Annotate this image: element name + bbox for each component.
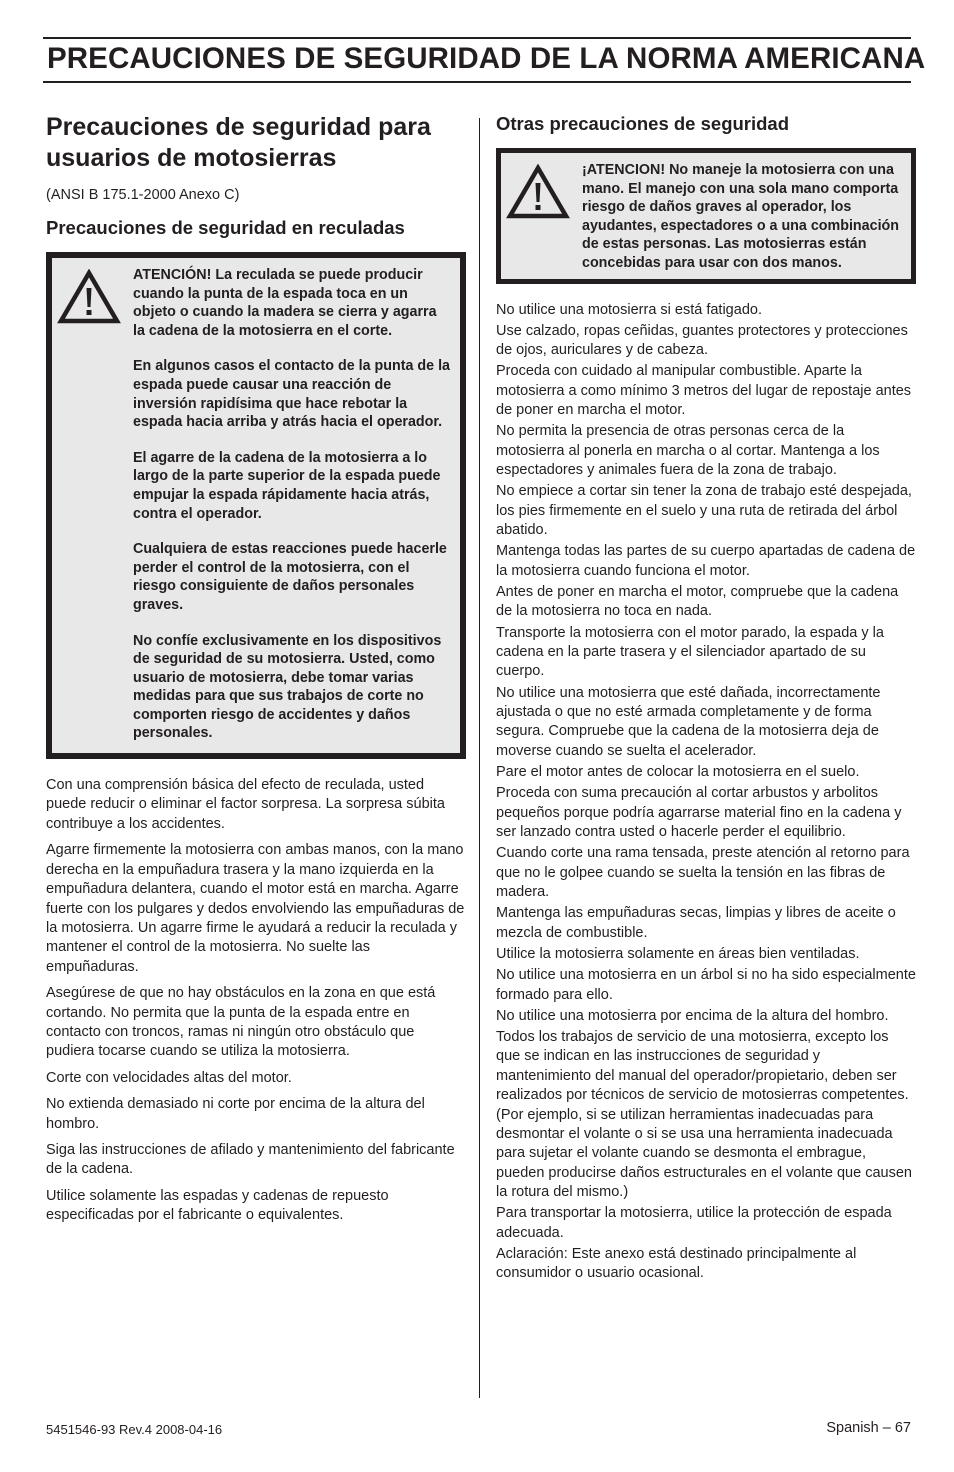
body-paragraph: Para transportar la motosierra, utilice la protección de espada adecuada. [496,1205,892,1241]
body-paragraph: Siga las instrucciones de afilado y mantenimiento del fabricante de la cadena. [46,1141,455,1178]
body-paragraph: Use calzado, ropas ceñidas, guantes protectores y protecciones de ojos, auriculares y de cabeza. [496,322,908,359]
left-body [46,776,466,1226]
standard-reference: (ANSI B 175.1-2000 Anexo C) [46,187,240,203]
header-rule [43,81,911,83]
warning-paragraph: ¡ATENCION! No maneje la motosierra con una mano. El manejo con una sola mano comporta riesgo de daños graves al operador, los ayudantes, espectadores o a una combinación de estas personas. Las motosierras están concebidas para usar con dos manos. [582,162,900,271]
one-hand-warning-box [496,148,916,284]
right-column [496,110,916,1286]
body-paragraph: Corte con velocidades altas del motor. [46,1069,292,1086]
page-number: Spanish – 67 [826,1420,911,1436]
warning-paragraph: Cualquiera de estas reacciones puede hacerle perder el control de la motosierra, con el riesgo consiguiente de daños personales graves. [133,541,447,613]
body-paragraph: Pare el motor antes de colocar la motosierra en el suelo. [496,764,860,781]
other-precautions-title: Otras precauciones de seguridad [496,113,790,134]
body-paragraph: Aclaración: Este anexo está destinado principalmente al consumidor o usuario ocasional. [496,1246,857,1282]
section-title: Precauciones de seguridad para usuarios de motosierras [46,113,431,172]
warning-paragraph: En algunos casos el contacto de la punta de la espada puede causar una reacción de inversión rapidísima que hace rebotar la espada hacia arriba y atrás hacia el operador. [133,358,450,431]
body-paragraph: No empiece a cortar sin tener la zona de trabajo esté despejada, los pies firmemente en el suelo y una ruta de retirada del árbol abatido. [496,483,912,539]
body-paragraph: Utilice la motosierra solamente en áreas bien ventiladas. [496,945,860,962]
body-paragraph: No utilice una motosierra en un árbol si no ha sido especialmente formado para ello. [496,967,916,1003]
page-title: PRECAUCIONES DE SEGURIDAD DE LA NORMA AMERICANA [47,42,926,75]
warning-triangle-icon [506,161,582,273]
body-paragraph: Cuando corte una rama tensada, preste atención al retorno para que no le golpee cuando se suelta la tensión en las fibras de madera. [496,845,910,901]
document-id: 5451546-93 Rev.4 2008-04-16 [46,1422,223,1437]
right-body [496,301,916,1284]
warning-paragraph: El agarre de la cadena de la motosierra a lo largo de la parte superior de la espada puede empujar la espada rápidamente hacia atrás, contra el operador. [133,449,441,522]
column-divider [479,118,480,1398]
warning-paragraph: ATENCIÓN! La reculada se puede producir cuando la punta de la espada toca en un objeto o cuando la madera se cierra y agarra la cadena de la motosierra en el corte. [133,267,437,339]
body-paragraph: Antes de poner en marcha el motor, compruebe que la cadena de la motosierra no toca en nada. [496,584,899,620]
kickback-subtitle: Precauciones de seguridad en reculadas [46,217,405,238]
warning-triangle-icon [57,266,133,743]
body-paragraph: Proceda con suma precaución al cortar arbustos y arbolitos pequeños porque podría agarrarse material fino en la cadena y ser lanzado contra usted o hacerle perder el equilibrio. [496,785,902,841]
body-paragraph: No utilice una motosierra si está fatigado. [496,301,762,318]
top-rule [43,37,911,39]
body-paragraph: No utilice una motosierra por encima de la altura del hombro. [496,1007,889,1024]
body-paragraph: No permita la presencia de otras personas cerca de la motosierra al ponerla en marcha o al cortar. Mantenga a los espectadores y animales fuera de la zona de trabajo. [496,423,880,479]
body-paragraph: No extienda demasiado ni corte por encima de la altura del hombro. [46,1096,425,1132]
body-paragraph: Utilice solamente las espadas y cadenas de repuesto especificadas por el fabricante o equivalentes. [46,1187,389,1224]
body-paragraph: Mantenga las empuñaduras secas, limpias y libres de aceite o mezcla de combustible. [496,905,896,941]
body-paragraph: Con una comprensión básica del efecto de reculada, usted puede reducir o eliminar el factor sorpresa. La sorpresa súbita contribuye a los accidentes. [46,777,445,832]
body-paragraph: Transporte la motosierra con el motor parado, la espada y la cadena en la parte trasera y el silenciador apartado de su cuerpo. [496,624,884,680]
left-column [46,110,466,1233]
body-paragraph: Agarre firmemente la motosierra con ambas manos, con la mano derecha en la empuñadura trasera y la mano izquierda en la empuñadura delantera, cuando el motor está en marcha. Agarre fuerte con los pulgares y dedos envolviendo las empuñaduras de la motosierra. Un agarre firme le ayudará a reducir la reculada y mantener el control de la motosierra. No suelte las empuñaduras. [46,842,465,975]
body-paragraph: Proceda con cuidado al manipular combustible. Aparte la motosierra a como mínimo 3 metros del lugar de repostaje antes de poner en marcha el motor. [496,363,912,419]
body-paragraph: Todos los trabajos de servicio de una motosierra, excepto los que se indican en las instrucciones de seguridad y mantenimiento del manual del operador/propietario, deben ser realizados por técnicos de servicio de motosierras competentes. (Por ejemplo, si se utilizan herramientas inadecuadas para desmontar el volante o si se usa una herramienta inadecuada para sujetar el volante cuando se desmonta el embrague, pueden producirse daños estructurales en el volante que causen la rotura del mismo.) [496,1028,912,1201]
warning-paragraph: No confíe exclusivamente en los dispositivos de seguridad de su motosierra. Usted, como usuario de motosierra, debe tomar varias medidas para que sus trabajos de corte no comporten riesgo de accidentes y daños personales. [133,632,442,742]
body-paragraph: Asegúrese de que no hay obstáculos en la zona en que está cortando. No permita que la punta de la espada entre en contacto con troncos, ramas ni ningún otro obstáculo que pudiera tocarse cuando se utiliza la motosierra. [46,985,436,1060]
kickback-warning-box [46,252,466,759]
body-paragraph: No utilice una motosierra que esté dañada, incorrectamente ajustada o que no esté armada completamente y de forma segura. Compruebe que la cadena de la motosierra deja de moverse cuando se suelta el acelerador. [496,684,881,759]
body-paragraph: Mantenga todas las partes de su cuerpo apartadas de cadena de la motosierra cuando funciona el motor. [496,543,916,579]
